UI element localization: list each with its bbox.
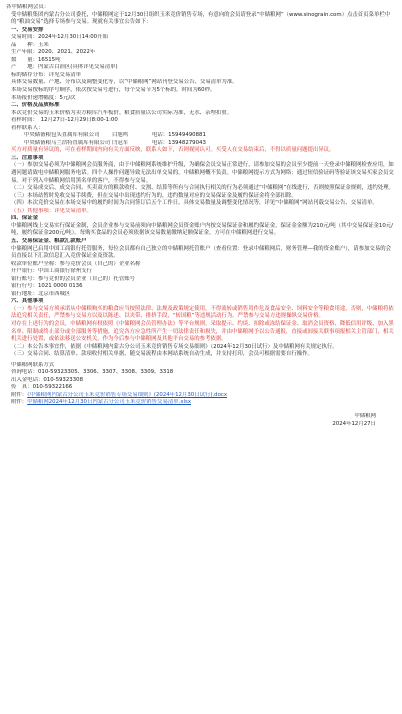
section-5-title: 五、交易保证金、粮款汇款账户 xyxy=(11,237,87,244)
other-1: （一）参与交易方须承诺从中储粮购买的粮食应当按照法律、法规及政策规定使用，不得流转或销售用作危及食品安全、饲料安全等粮食用途，否则，中储粮将依法追究相关责任，严禁参与交易方以及以陈述、以夹带、排挤手段，“转国粮”等违规活动行为。严禁参与交易方违规操纵交易价格。 xyxy=(11,305,394,320)
notice-2: （二）交易成交后，成交合同、买卖双方的粮款收付、交割、结算等所有与合同执行相关的行为必须通过“中储粮网”在线进行，否则按照保证金规则，违约处理。 xyxy=(11,185,394,192)
inspection-time: 看样时间： 12月27日-12月29日8:00-1:00 xyxy=(11,117,118,124)
account-number: 银行账号：参与竞价的会员企业（自己的）托管账号 xyxy=(11,275,135,282)
contact-row: 中央储备粮包头直属库有限公司 白旭鸣 电话：15949490881 xyxy=(24,132,206,139)
storage-detail: 标的储存分布：详见交易清单 xyxy=(11,71,82,78)
other-3: （三）交易合同、结算清单、款项收付相关单据，随交易流程由本网站系统自动生成，并支持打印，会员可根据需要自行操作。 xyxy=(11,351,313,358)
other-1-cont: 对存在上述行为的会员，中储粮网有权依照《中储粮网会员管理办法》等平台规则，采取提示、约谈、扣除或冻结保证金、取消会员资格、降低信用评级、加入黑名单、限制或终止部分或全部服务等措施，追究各方应急性所产生一切法律责任和损失，并由中储粮网予以公告通报，直接或间接关联事项报相关主管部门、相关机关进行处置，或依法移送公安机关，作为今后参与中储粮网及其他平台交易的参考依据。 xyxy=(11,320,394,343)
account-name: 收款单位账户全称：参与竞价会员（自己的）企业名称 xyxy=(11,260,141,267)
account-paragraph: 中储粮网已启用中国工商银行托管服务，每位会员都有自己独立的中储粮网托管账户（查看位置：登录中储粮网后，财务管理—我的资金账户），请参加交易的会员直接以下汇款信息汇入竞价保证金及资款。 xyxy=(11,245,392,260)
origin: 产 地：内蒙古白治区(具体详见交易清单) xyxy=(11,64,118,71)
notice-3: （三）本场站暂时免收交易手续费，但在交易中出现违约行为的，违约数量对应的交易保证金及履约保证金将全部扣除。 xyxy=(11,192,297,199)
section-6-title: 六、其他事项 xyxy=(11,298,44,305)
quality-note: 买方对质量有异议的，可在看样期间内向有关方面反映，联系人如下，否则视同认可。买受人在交易结束后，不得以质量问题提出异议。 xyxy=(11,147,335,154)
bank-address: 银行地址：北京市西城区 xyxy=(11,290,71,297)
other-2: （二）本公告本事宜作，依据《中储粮网内蒙古分公司玉米竞价销售专场交易细则》（2024年12月30日试行）及中储粮网有关规定执行。 xyxy=(11,343,338,350)
notice-1: （一）参加交易必须为中储粮网会员服务商，由于中储粮网系统维护升级，为确保会员交易正常进行，请参加交易的会员至少提前一天登录中储粮网检查应用，如遇问题请致电中储粮网服务电话。四个人操作问题导致无法出单交易的，中储粮网概不负责。中储粮网提示方式为网络：通过短信验证码等验证该交易买家会员交易。对于列入中储粮网信用黑名单的客户，不得参与交易。 xyxy=(11,162,394,184)
intro-paragraph: 受中储粮集团内蒙古分公司委托，中储粮网定于12月30日组织玉米竞价销售专场，有意向的会员请登录“中储粮网”（www.sinograin.com）点击首页菜单栏中的“粮油交易”选择专场参与交易。现就有关事宜公告如下： xyxy=(11,11,391,26)
section-4-title: 四、保证金 xyxy=(11,215,38,222)
content-2: 本场交易按标的序号顺序，依次按交易号进行，每个交易节为5个标的，时间为60秒。 xyxy=(11,87,216,94)
content-1: 具体交易数量、产地、分布以及调整变化等，以“中储粮网”网站刊登交易公告、交易清单为准。 xyxy=(11,79,238,86)
contact-fax: 传 真：010-59322166 xyxy=(11,384,73,391)
bid-increment: 本场报价递增幅度：5元/次 xyxy=(11,94,76,101)
quantity: 数 量：16515吨 xyxy=(11,56,61,63)
signature-org: 中储粮网 xyxy=(354,412,376,419)
notice-5: （五）其他事项：详见交易清单。 xyxy=(11,207,92,214)
price-paragraph: 本次竞价交易的玉米价格为卖方粮库汽车板价。粮食质量以公司实际为准，无水、杂埋扣重。 xyxy=(11,109,233,116)
contact-entry: 出入金电话：010-59323308 xyxy=(11,376,84,383)
attachment-row: 附件：中储粮网2024年12月30日内蒙古分公司玉米竞价销售交易清单.xlsx xyxy=(11,399,192,406)
attachment-link-rules[interactable]: 《中储粮网内蒙古分公司玉米竞价销售专场交易细则》(2024年12月30日试行).docx xyxy=(27,391,228,398)
production-year: 生产年限：2020、2021、2022年 xyxy=(11,49,96,56)
trade-time: 交易时间：2024年12月30日14:00开始 xyxy=(11,34,108,41)
attachment-row: 附件：《中储粮网内蒙古分公司玉米竞价销售专场交易细则》(2024年12月30日试行).docx xyxy=(11,391,228,398)
contact-tel: 咨询电话：010-59323305、3306、3307、3308、3309、3318 xyxy=(11,369,174,376)
signature-date: 2024年12月27日 xyxy=(332,420,376,427)
deposit-paragraph: 中储粮网线上交易实行保证金制，会员企业参与交易前须向中储粮网会员资金账户内按交易保证金和履约保证金，保证金金额为210元/吨（其中交易保证金10元/吨，履约保证金200元/吨）。每购买食品的会员必须依据该交易数量缴纳足额保证金，方可在中储粮网进行交易。 xyxy=(11,222,393,237)
section-3-title: 三、注意事项 xyxy=(11,154,44,161)
contact-head: 看样联系人： xyxy=(11,124,44,131)
greeting: 各中储粮网会员： xyxy=(6,4,50,10)
contact-row: 中央储备粮乌兰浩特直属库有限公司 闫冠军 电话：13948279043 xyxy=(24,139,206,146)
section-2-title: 二、价格及品质标准 xyxy=(11,102,60,109)
section-1-title: 一、交易安排 xyxy=(11,26,44,33)
product: 品 种：玉米 xyxy=(11,41,49,48)
bank-name: 开户银行：中国工商银行徐州支行 xyxy=(11,268,92,275)
attachment-link-list[interactable]: 中储粮网2024年12月30日内蒙古分公司玉米竞价销售交易清单.xlsx xyxy=(27,399,192,406)
notice-4: （四）本次竞价交易在本场交易中的履约时间为合同签订后五个工作日。具体交易数量及调整变化情况等，详见“中储粮网”网站刊载交易公告、交易清单。 xyxy=(11,200,378,207)
contact-org: 中储粮网联系方式 xyxy=(11,361,55,368)
bank-code: 银行行号：1021 0000 0136 xyxy=(11,283,83,290)
